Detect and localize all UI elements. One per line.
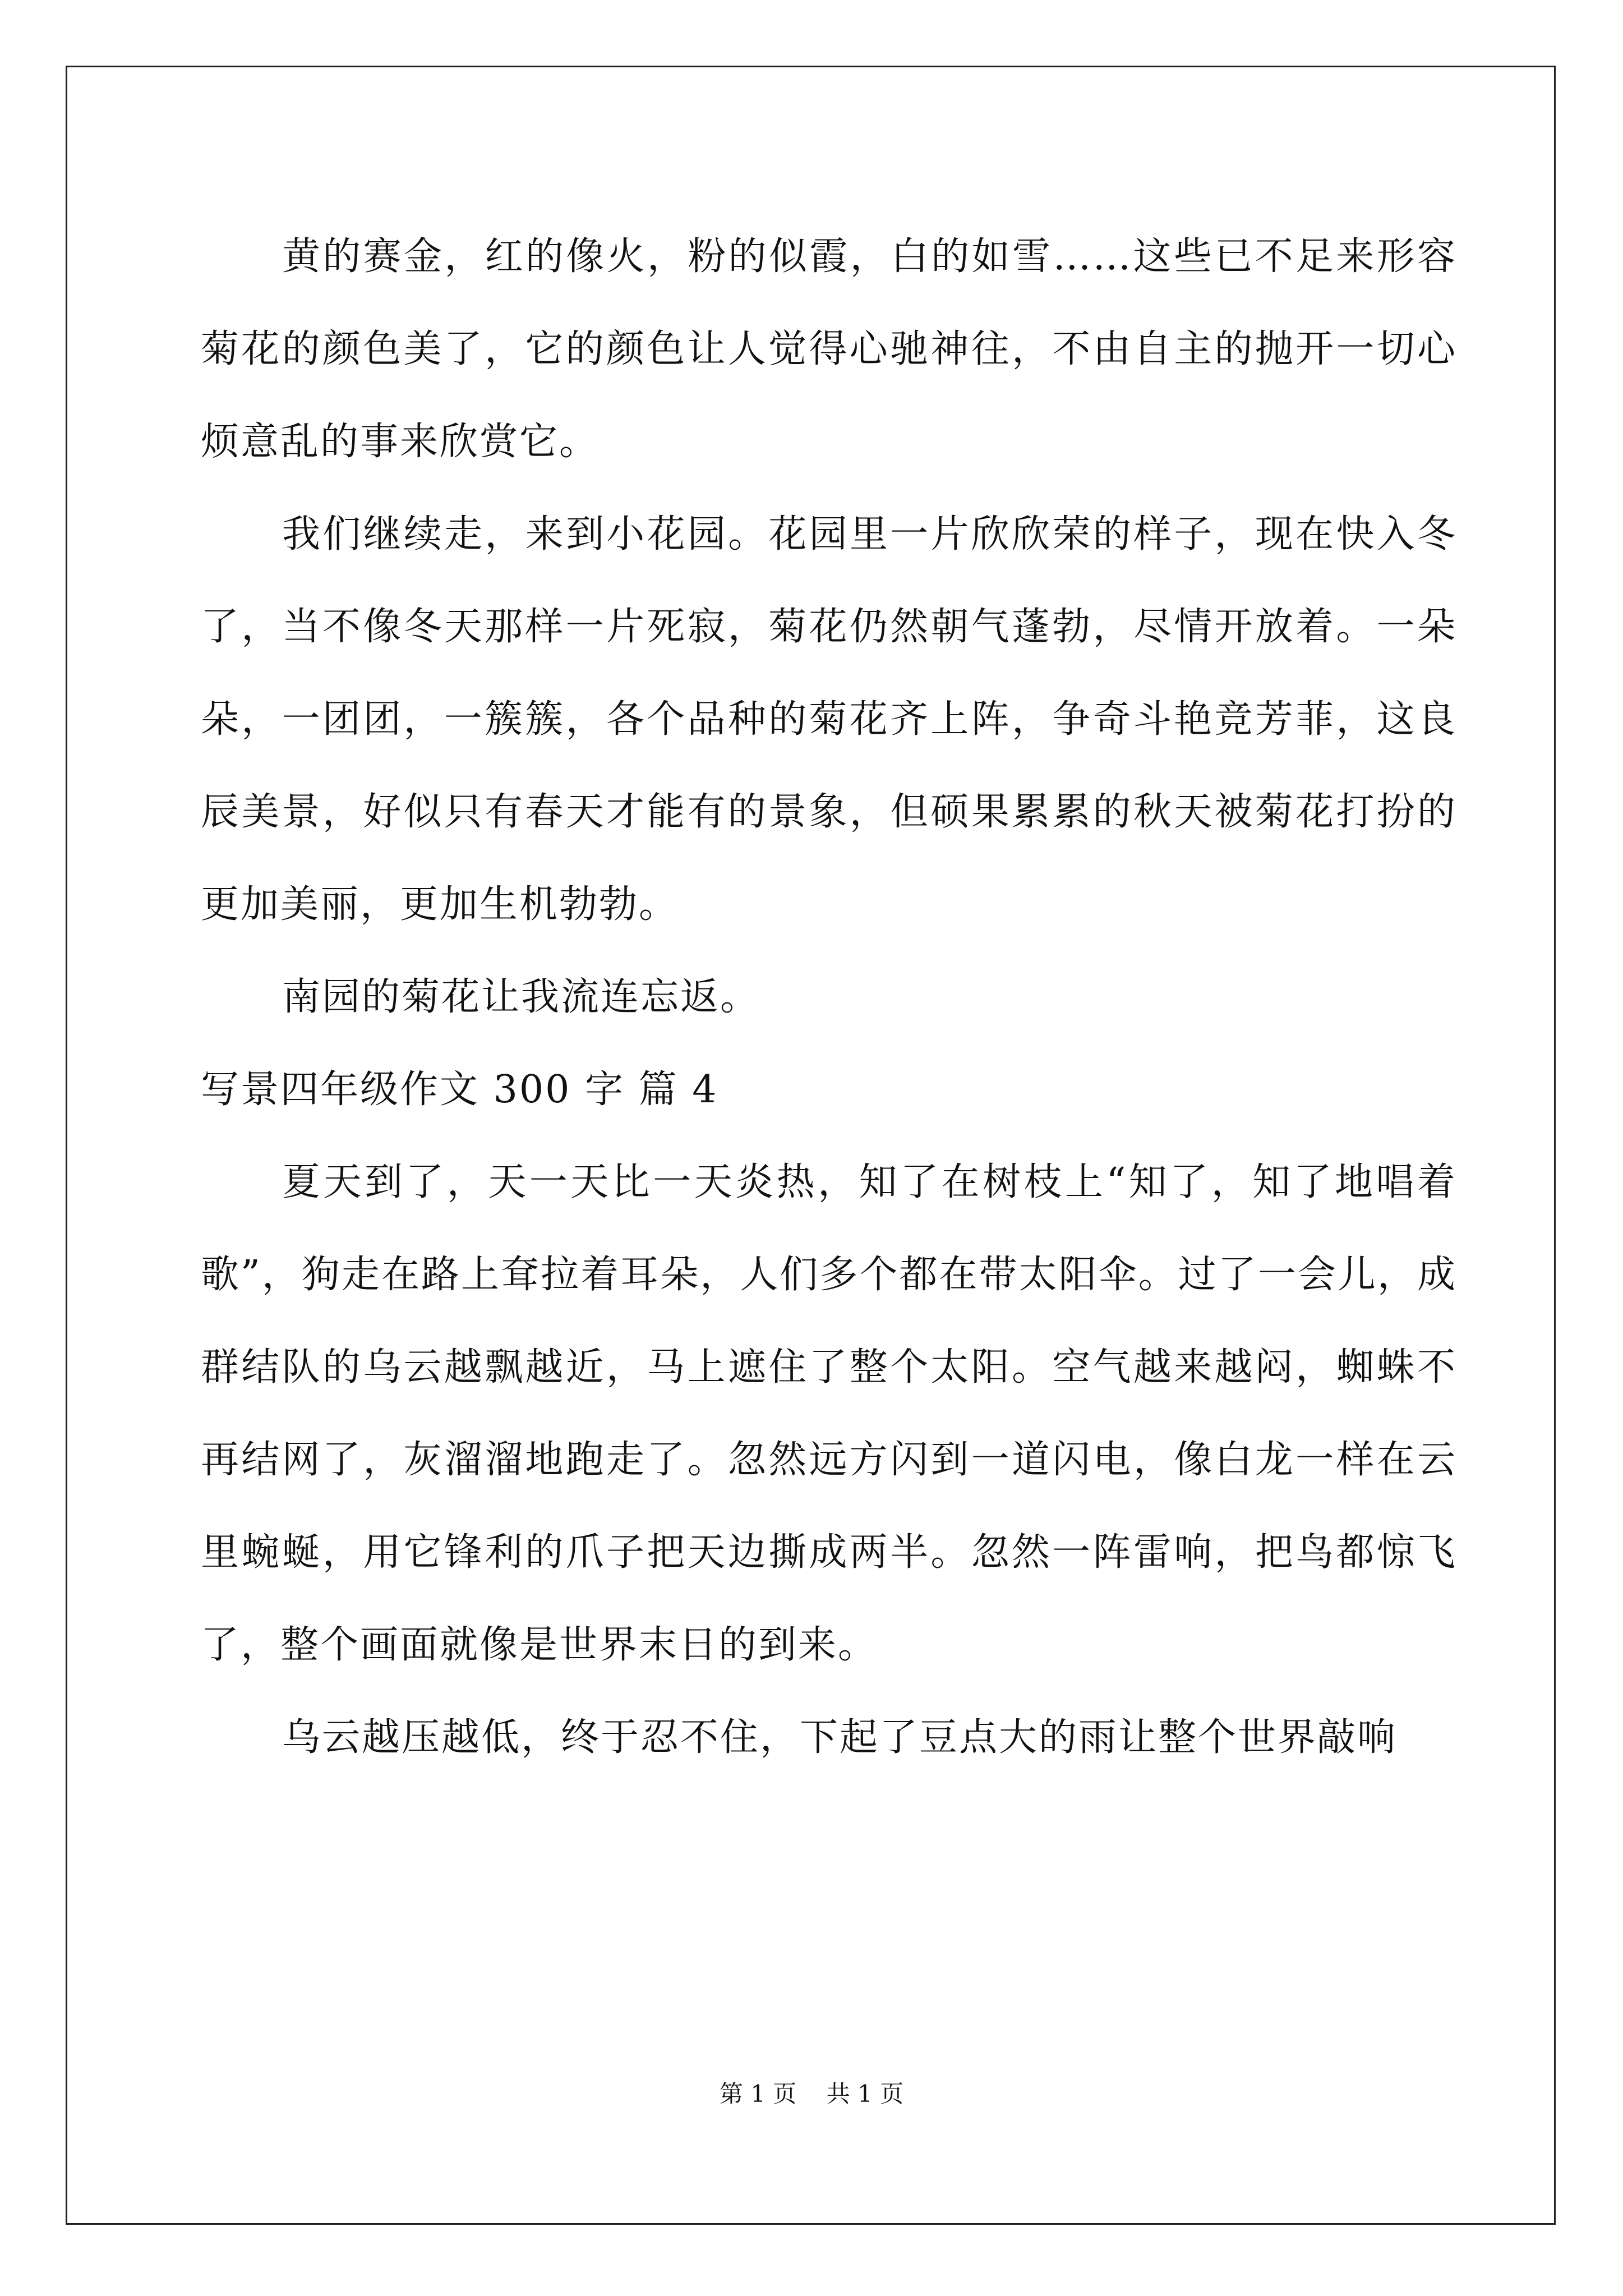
paragraph-rain: 乌云越压越低，终于忍不住，下起了豆点大的雨让整个世界敲响 [282,1715,1398,1760]
paragraph-summer-storm: 夏天到了，天一天比一天炎热，知了在树枝上“知了，知了地唱着歌”，狗走在路上耷拉着耳朵，人们多个都在带太阳伞。过了一会儿，成群结队的乌云越飘越近，马上遮住了整个太阳。空气越来越闷，蜘蛛不再结网了，灰溜溜地跑走了。忽然远方闪到一道闪电，像白龙一样在云里蜿蜒，用它锋利的爪子把天边撕成两半。忽然一阵雷响，把鸟都惊飞了，整个画面就像是世界末日的到来。 [201,1160,1457,1667]
document-body [201,210,1457,1784]
paragraph-chrysanthemum-colors: 黄的赛金，红的像火，粉的似霞，白的如雪……这些已不足来形容菊花的颜色美了，它的颜色让人觉得心驰神往，不由自主的抛开一切心烦意乱的事来欣赏它。 [201,234,1457,464]
page-number-label: 第 1 页 共 1 页 [719,2080,904,2108]
essay-heading: 写景四年级作文 300 字 篇 4 [201,1068,718,1112]
paragraph-small-garden: 我们继续走，来到小花园。花园里一片欣欣荣的样子，现在快入冬了，当不像冬天那样一片死寂，菊花仍然朝气蓬勃，尽情开放着。一朵朵，一团团，一簇簇，各个品种的菊花齐上阵，争奇斗艳竞芳菲，这良辰美景，好似只有春天才能有的景象，但硕果累累的秋天被菊花打扮的更加美丽，更加生机勃勃。 [201,512,1457,927]
page-footer [0,2077,1623,2111]
paragraph-south-garden: 南园的菊花让我流连忘返。 [282,975,760,1019]
